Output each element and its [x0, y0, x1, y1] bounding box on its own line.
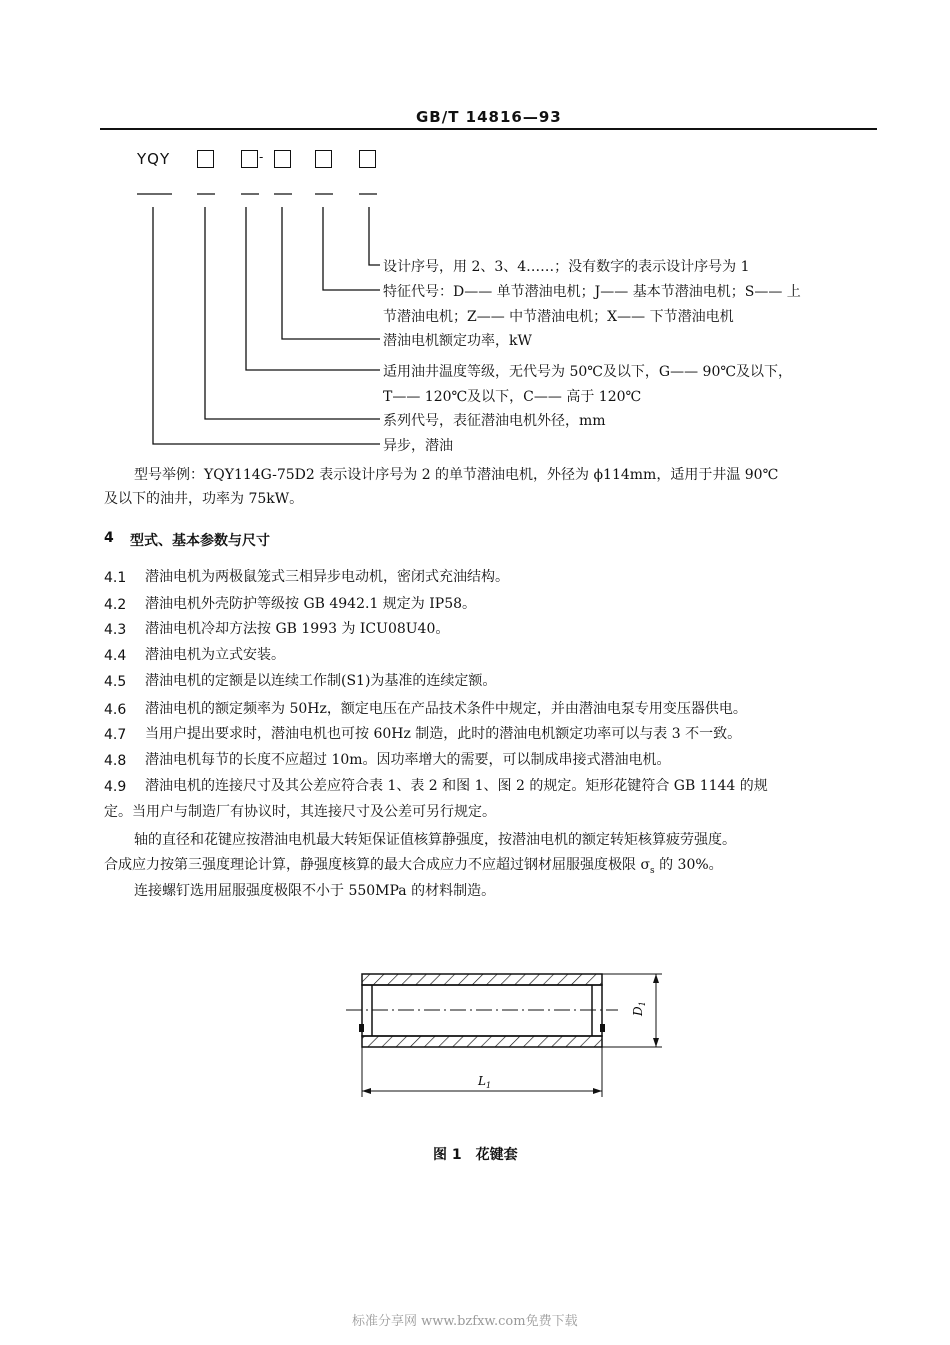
clause-number: 4.3 [104, 622, 127, 638]
paragraph-stress-tail: 的 30%。 [654, 857, 723, 873]
clause-text: 潜油电机的定额是以连续工作制(S1)为基准的连续定额。 [145, 673, 497, 689]
clause-text: 潜油电机每节的长度不应超过 10m。因功率增大的需要，可以制成串接式潜油电机。 [145, 752, 671, 768]
example-line-2: 及以下的油井，功率为 75kW。 [104, 491, 304, 507]
section-title: 型式、基本参数与尺寸 [130, 533, 270, 549]
standard-number: GB/T 14816—93 [416, 108, 562, 126]
clause-number: 4.9 [104, 779, 127, 795]
annotation-async-submersible: 异步，潜油 [383, 438, 453, 454]
clause-number: 4.8 [104, 753, 127, 769]
paragraph-screws: 连接螺钉选用屈服强度极限不小于 550MPa 的材料制造。 [134, 883, 496, 899]
paragraph-stress-text: 合成应力按第三强度理论计算，静强度核算的最大合成应力不应超过钢材屈服强度极限 σ [104, 857, 651, 873]
annotation-design-number: 设计序号，用 2、3、4……；没有数字的表示设计序号为 1 [383, 259, 750, 275]
dim-l1-label: $L_1$ [478, 1074, 492, 1090]
annotation-temperature-grade-cont: T—— 120℃及以下，C—— 高于 120℃ [383, 389, 642, 405]
paragraph-strength: 轴的直径和花键应按潜油电机最大转矩保证值核算静强度，按潜油电机的额定转矩核算疲劳强度。 [134, 832, 736, 848]
annotation-feature-code: 特征代号：D—— 单节潜油电机；J—— 基本节潜油电机；S—— 上 [383, 284, 801, 300]
clause-number: 4.1 [104, 570, 127, 586]
dim-d1-label: $D_1$ [631, 1001, 647, 1016]
clause-text: 潜油电机冷却方法按 GB 1993 为 ICU08U40。 [145, 621, 450, 637]
example-line-1: 型号举例：YQY114G-75D2 表示设计序号为 2 的单节潜油电机，外径为 ϕ114mm，适用于井温 90℃ [134, 467, 779, 483]
clause-text: 潜油电机的额定频率为 50Hz，额定电压在产品技术条件中规定，并由潜油电泵专用变压器供电。 [145, 701, 747, 717]
clause-number: 4.2 [104, 597, 127, 613]
clause-text-continued: 定。当用户与制造厂有协议时，其连接尺寸及公差可另行规定。 [104, 804, 496, 820]
annotation-temperature-grade: 适用油井温度等级，无代号为 50℃及以下，G—— 90℃及以下， [383, 364, 793, 380]
section-number: 4 [104, 530, 114, 546]
sigma-subscript: s [650, 865, 655, 876]
footer-watermark: 标准分享网 www.bzfxw.com免费下载 [352, 1314, 578, 1329]
sleeve-bottom-wall [362, 1036, 602, 1047]
annotation-feature-code-cont: 节潜油电机；Z—— 中节潜油电机；X—— 下节潜油电机 [383, 309, 734, 325]
clause-text: 潜油电机为两极鼠笼式三相异步电动机，密闭式充油结构。 [145, 569, 509, 585]
sleeve-top-wall [362, 974, 602, 985]
clause-number: 4.6 [104, 702, 127, 718]
clause-text: 潜油电机为立式安装。 [145, 647, 285, 663]
code-dash: - [259, 150, 265, 164]
clause-number: 4.4 [104, 648, 127, 664]
annotation-rated-power: 潜油电机额定功率，kW [383, 333, 532, 349]
clause-text: 潜油电机的连接尺寸及其公差应符合表 1、表 2 和图 1、图 2 的规定。矩形花键符合 GB 1144 的规 [145, 778, 768, 794]
model-prefix: YQY [137, 150, 171, 168]
annotation-series-code: 系列代号，表征潜油电机外径，mm [383, 413, 606, 429]
clause-number: 4.5 [104, 674, 127, 690]
figure-caption: 图 1 花键套 [433, 1147, 518, 1163]
clause-number: 4.7 [104, 727, 127, 743]
clause-text: 当用户提出要求时，潜油电机也可按 60Hz 制造，此时的潜油电机额定功率可以与表 3 不一致。 [145, 726, 742, 742]
clause-text: 潜油电机外壳防护等级按 GB 4942.1 规定为 IP58。 [145, 596, 477, 612]
